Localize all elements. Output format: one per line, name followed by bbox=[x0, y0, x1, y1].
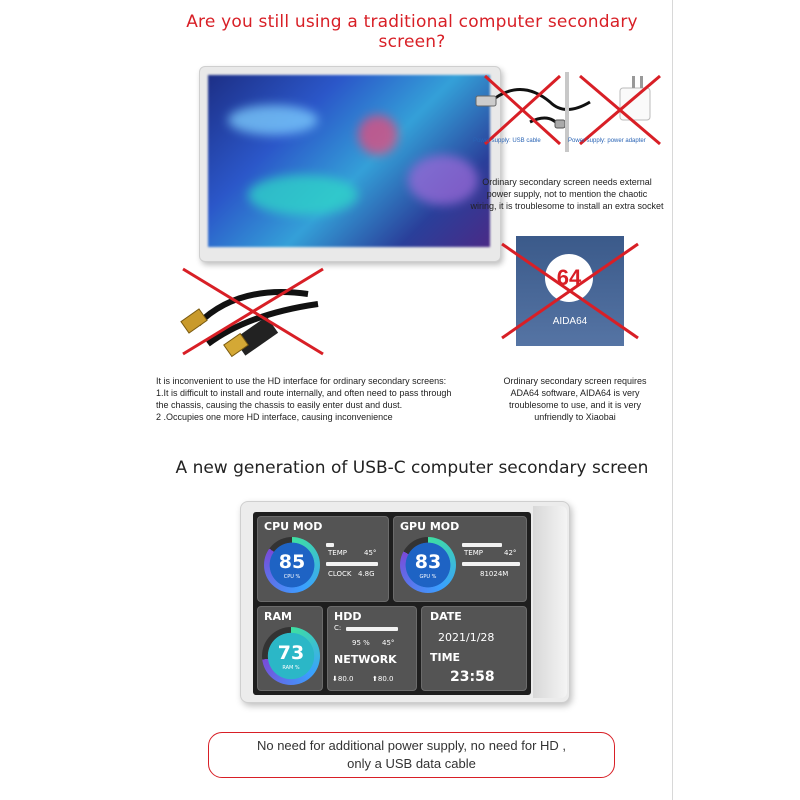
cpu-clock-value: 4.8G bbox=[358, 570, 375, 578]
cpu-temp-bar bbox=[326, 543, 334, 547]
ram-unit: RAM % bbox=[282, 665, 300, 671]
network-upload: ⬆80.0 bbox=[372, 675, 394, 683]
ram-panel bbox=[257, 606, 323, 691]
traditional-monitor-image bbox=[199, 66, 501, 262]
network-title: NETWORK bbox=[334, 653, 397, 666]
cpu-gauge bbox=[264, 537, 320, 593]
notice-line-1: No need for additional power supply, no need for HD , bbox=[256, 738, 567, 753]
gpu-gauge bbox=[400, 537, 456, 593]
gpu-unit: GPU % bbox=[419, 574, 437, 580]
traditional-screen-section bbox=[152, 0, 672, 487]
download-arrow-icon: ⬇ bbox=[332, 675, 338, 683]
gpu-temp-bar bbox=[462, 543, 502, 547]
aida64-number: 64 bbox=[556, 265, 582, 290]
usb-cable-caption: Power supply: USB cable bbox=[473, 138, 541, 144]
power-adapter-caption: Power supply: power adapter bbox=[568, 138, 646, 144]
cpu-title: CPU MOD bbox=[264, 520, 323, 533]
gpu-panel bbox=[393, 516, 527, 602]
aida64-label: AIDA64 bbox=[552, 316, 588, 327]
cpu-unit: CPU % bbox=[283, 574, 301, 580]
hdmi-cable-image bbox=[178, 264, 328, 364]
cpu-panel bbox=[257, 516, 389, 602]
top-headline: Are you still using a traditional computer secondary screen? bbox=[186, 12, 638, 52]
device-display bbox=[253, 512, 531, 695]
cpu-temp-value: 45° bbox=[364, 549, 377, 557]
gpu-temp-label: TEMP bbox=[464, 549, 483, 557]
right-rule bbox=[672, 0, 673, 800]
cpu-clock-bar bbox=[326, 562, 378, 566]
cpu-temp-label: TEMP bbox=[328, 549, 347, 557]
date-title: DATE bbox=[430, 610, 462, 623]
power-description: Ordinary secondary screen needs external power supply, not to mention the chaotic wiring, it is troublesome to install an extra socket bbox=[470, 177, 664, 211]
gpu-memory-value: 81024M bbox=[480, 570, 509, 578]
ram-gauge bbox=[262, 627, 320, 685]
hdd-temp-value: 45° bbox=[382, 639, 395, 647]
cpu-value: 85 bbox=[278, 551, 306, 573]
gpu-title: GPU MOD bbox=[400, 520, 460, 533]
hdd-panel bbox=[327, 606, 417, 691]
hdd-usage-bar bbox=[346, 627, 398, 631]
usb-c-headline: A new generation of USB-C computer secondary screen bbox=[175, 458, 649, 478]
hd-interface-description: It is inconvenient to use the HD interface for ordinary secondary screens: 1.It is difficult to install and route internally, and often need to pass through the chassis, causing the chassis to easily enter dust and dust. 2 .Occupies one more HD interface, causing inconvenience bbox=[156, 376, 452, 422]
cpu-clock-label: CLOCK bbox=[328, 570, 352, 578]
aida64-description: Ordinary secondary screen requires ADA64 software, AIDA64 is very troublesome to use, and it is very unfriendly to Xiaobai bbox=[503, 376, 647, 422]
usbc-screen-section bbox=[152, 487, 672, 800]
date-panel bbox=[421, 606, 527, 691]
usbc-secondary-screen-device bbox=[240, 501, 570, 703]
gpu-temp-value: 42° bbox=[504, 549, 517, 557]
aida64-logo-image bbox=[516, 236, 624, 346]
upload-arrow-icon: ⬆ bbox=[372, 675, 378, 683]
network-download: ⬇80.0 bbox=[332, 675, 354, 683]
gpu-memory-bar bbox=[462, 562, 520, 566]
ram-value: 73 bbox=[277, 642, 305, 664]
time-title: TIME bbox=[430, 651, 461, 664]
time-value: 23:58 bbox=[450, 669, 495, 685]
notice-line-2: only a USB data cable bbox=[347, 756, 476, 771]
usbc-notice-box bbox=[208, 732, 615, 778]
date-value: 2021/1/28 bbox=[438, 631, 495, 644]
blurred-screen bbox=[208, 75, 490, 247]
device-edge bbox=[533, 506, 567, 698]
gpu-value: 83 bbox=[414, 551, 442, 573]
hdd-title: HDD bbox=[334, 610, 362, 623]
ram-title: RAM bbox=[264, 610, 292, 623]
hdd-usage-value: 95 % bbox=[352, 639, 370, 647]
hdmi-cable-illustration bbox=[178, 264, 328, 364]
aida-cross bbox=[498, 240, 642, 342]
hdd-drive-label: C: bbox=[334, 624, 342, 632]
